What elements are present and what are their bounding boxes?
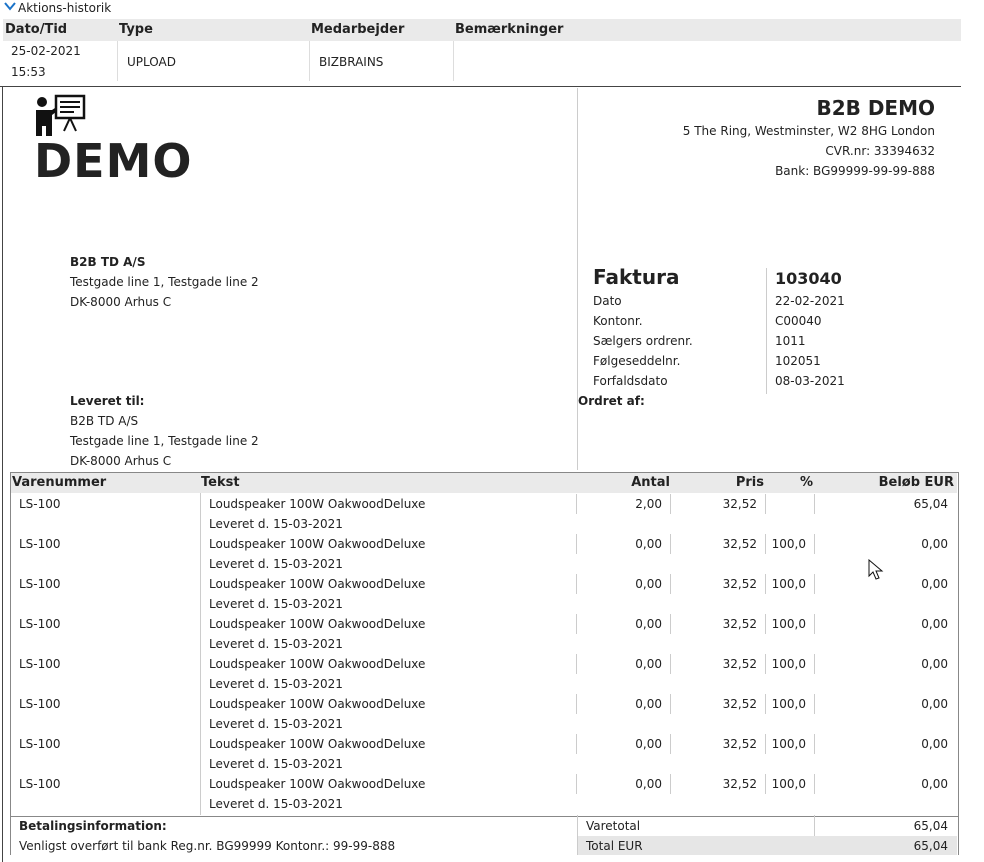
cell-price: 32,52 [722,777,757,791]
cell-item: LS-100 [19,617,61,631]
delivered-address-2: DK-8000 Arhus C [70,454,172,468]
cell-qty: 0,00 [635,777,662,791]
cell-pct: 100,0 [771,577,806,591]
company-logo-text: DEMO [34,134,193,188]
cell-price: 32,52 [722,537,757,551]
cell-sub: Leveret d. 15-03-2021 [209,677,343,691]
col-price: Pris [735,475,764,490]
doc-left-border [2,86,3,862]
cell-separator [670,614,671,634]
buyer-name: B2B TD A/S [70,255,146,269]
history-table [3,19,961,86]
history-type: UPLOAD [127,55,176,69]
cell-amount: 0,00 [921,617,948,631]
history-col-date: Dato/Tid [5,22,68,37]
cell-separator [670,654,671,674]
cell-separator [814,494,815,514]
cell-separator [814,694,815,714]
cell-qty: 2,00 [635,497,662,511]
cell-separator [576,574,577,594]
cell-text: Loudspeaker 100W OakwoodDeluxe [209,577,426,591]
history-panel-header[interactable] [0,0,984,18]
history-time: 15:53 [11,65,46,79]
cell-amount: 0,00 [921,777,948,791]
seller-bank: Bank: BG99999-99-99-888 [775,164,935,178]
cell-sub: Leveret d. 15-03-2021 [209,597,343,611]
cell-qty: 0,00 [635,537,662,551]
cell-price: 32,52 [722,617,757,631]
invoice-info-divider [766,268,767,394]
cell-text: Loudspeaker 100W OakwoodDeluxe [209,697,426,711]
subtotal-label: Varetotal [586,819,641,833]
cell-text: Loudspeaker 100W OakwoodDeluxe [209,617,426,631]
history-title: Aktions-historik [18,1,112,15]
invoice-field-label: Sælgers ordrenr. [593,334,693,348]
cell-text: Loudspeaker 100W OakwoodDeluxe [209,537,426,551]
mouse-cursor-icon [868,559,884,581]
cell-pct: 100,0 [771,617,806,631]
lines-table [10,472,959,817]
delivered-label: Leveret til: [70,394,145,408]
cell-item: LS-100 [19,657,61,671]
lines-header-row [11,473,957,493]
cell-separator [576,654,577,674]
cell-separator [670,774,671,794]
invoice-field-value: C00040 [775,314,822,328]
invoice-number: 103040 [775,269,842,288]
payment-text: Venligst overført til bank Reg.nr. BG99999 Kontonr.: 99-99-888 [19,839,396,853]
cell-separator [576,734,577,754]
cell-separator [814,534,815,554]
cell-separator [765,534,766,554]
cell-amount: 0,00 [921,537,948,551]
history-header-row [3,19,961,41]
history-date: 25-02-2021 [11,44,81,58]
col-text: Tekst [201,475,240,490]
column-divider [577,88,578,470]
cell-price: 32,52 [722,737,757,751]
cell-amount: 0,00 [921,657,948,671]
cell-separator [670,734,671,754]
invoice-field-label: Kontonr. [593,314,643,328]
invoice-field-label: Følgeseddelnr. [593,354,681,368]
cell-qty: 0,00 [635,737,662,751]
invoice-field-label: Forfaldsdato [593,374,668,388]
invoice-field-label: Dato [593,294,622,308]
cell-text: Loudspeaker 100W OakwoodDeluxe [209,497,426,511]
seller-address: 5 The Ring, Westminster, W2 8HG London [682,124,935,138]
cell-amount: 0,00 [921,697,948,711]
cell-item: LS-100 [19,537,61,551]
cell-qty: 0,00 [635,657,662,671]
cell-price: 32,52 [722,577,757,591]
cell-sub: Leveret d. 15-03-2021 [209,797,343,811]
cell-amount: 65,04 [913,497,948,511]
buyer-address-1: Testgade line 1, Testgade line 2 [70,275,259,289]
cell-pct: 100,0 [771,697,806,711]
history-employee: BIZBRAINS [319,55,384,69]
cell-qty: 0,00 [635,697,662,711]
cell-item: LS-100 [19,497,61,511]
col-amount: Beløb EUR [878,475,954,490]
cell-qty: 0,00 [635,577,662,591]
delivered-address-1: Testgade line 1, Testgade line 2 [70,434,259,448]
cell-text: Loudspeaker 100W OakwoodDeluxe [209,777,426,791]
cell-price: 32,52 [722,657,757,671]
total-value: 65,04 [913,839,948,853]
cell-separator [670,694,671,714]
cell-text: Loudspeaker 100W OakwoodDeluxe [209,737,426,751]
cell-price: 32,52 [722,697,757,711]
text-col-divider [200,493,201,815]
invoice-field-value: 102051 [775,354,821,368]
col-pct: % [799,475,813,490]
cell-separator [765,654,766,674]
cell-separator [670,534,671,554]
seller-cvr: CVR.nr: 33394632 [825,144,935,158]
divider [0,86,961,87]
cell-separator [576,614,577,634]
cell-separator [576,774,577,794]
cell-separator [814,774,815,794]
cell-separator [765,774,766,794]
cell-separator [765,614,766,634]
history-col-remarks: Bemærkninger [455,22,564,37]
cell-separator [765,734,766,754]
seller-name: B2B DEMO [816,96,935,120]
history-col-employee: Medarbejder [311,22,405,37]
cell-sub: Leveret d. 15-03-2021 [209,557,343,571]
cell-separator [670,494,671,514]
cell-separator [765,574,766,594]
cell-separator [765,694,766,714]
invoice-field-value: 08-03-2021 [775,374,845,388]
cell-separator [576,494,577,514]
cell-item: LS-100 [19,577,61,591]
total-label: Total EUR [586,839,643,853]
cell-sub: Leveret d. 15-03-2021 [209,637,343,651]
cell-item: LS-100 [19,777,61,791]
cell-pct: 100,0 [771,777,806,791]
subtotal-value: 65,04 [913,819,948,833]
cell-pct: 100,0 [771,537,806,551]
history-col-type: Type [119,22,153,37]
cell-separator [814,654,815,674]
cell-sub: Leveret d. 15-03-2021 [209,517,343,531]
cell-pct: 100,0 [771,657,806,671]
cell-separator [814,614,815,634]
cell-qty: 0,00 [635,617,662,631]
cell-separator [576,694,577,714]
col-item: Varenummer [12,475,107,490]
cell-item: LS-100 [19,737,61,751]
cell-price: 32,52 [722,497,757,511]
cell-sub: Leveret d. 15-03-2021 [209,757,343,771]
presenter-icon [34,94,88,136]
cell-separator [814,574,815,594]
cell-separator [765,494,766,514]
invoice-title: Faktura [593,265,680,289]
ordered-by-label: Ordret af: [578,394,645,408]
cell-sub: Leveret d. 15-03-2021 [209,717,343,731]
invoice-field-value: 1011 [775,334,806,348]
cell-text: Loudspeaker 100W OakwoodDeluxe [209,657,426,671]
payment-title: Betalingsinformation: [19,819,167,833]
cell-amount: 0,00 [921,577,948,591]
cell-separator [814,734,815,754]
cell-item: LS-100 [19,697,61,711]
cell-separator [576,534,577,554]
col-qty: Antal [631,475,670,490]
cell-amount: 0,00 [921,737,948,751]
invoice-field-value: 22-02-2021 [775,294,845,308]
buyer-address-2: DK-8000 Arhus C [70,295,172,309]
chevron-down-icon[interactable] [3,0,17,14]
cell-pct: 100,0 [771,737,806,751]
delivered-name: B2B TD A/S [70,414,139,428]
cell-separator [670,574,671,594]
